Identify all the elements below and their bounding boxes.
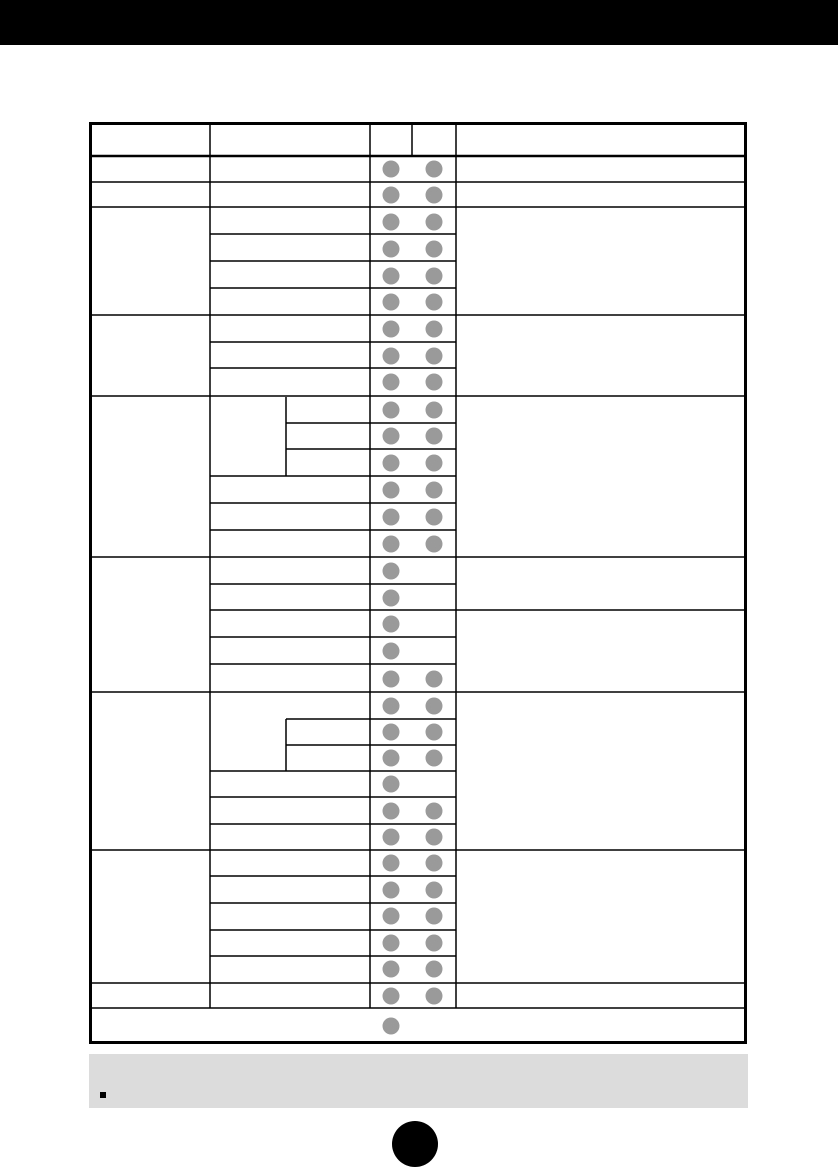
note-box	[89, 1054, 748, 1108]
page-number-badge	[392, 1121, 438, 1167]
bullet-icon	[100, 1092, 106, 1098]
table-lines	[90, 124, 746, 1043]
